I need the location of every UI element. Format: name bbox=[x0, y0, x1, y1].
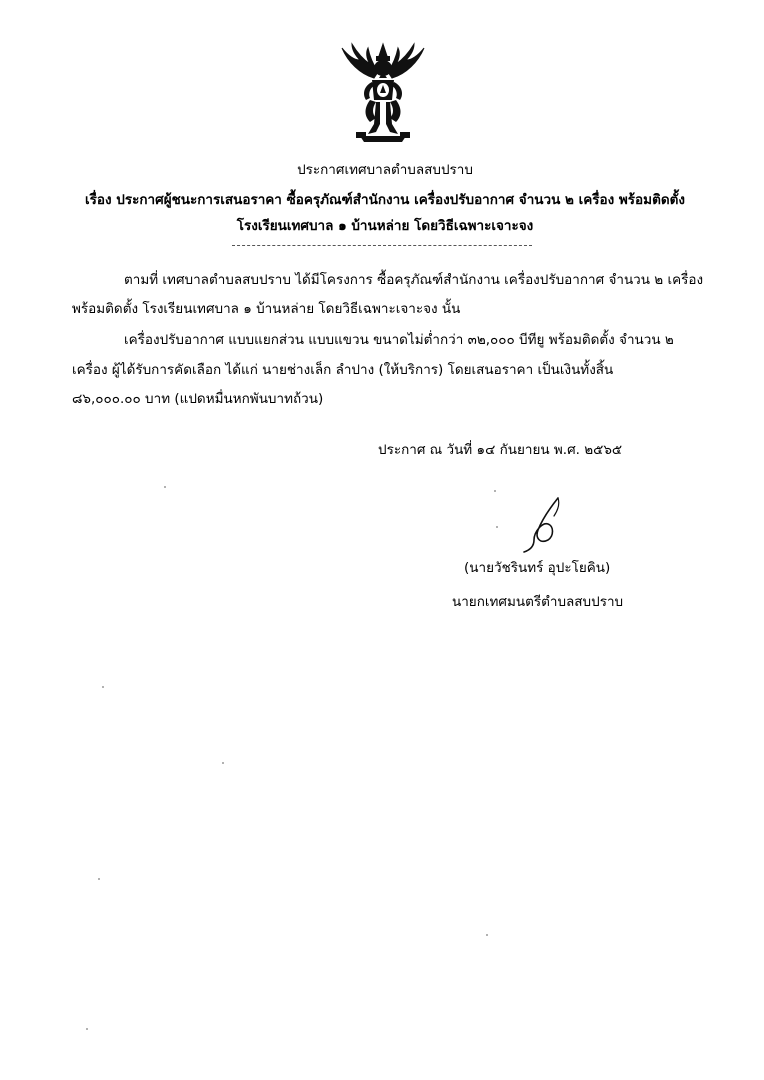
header-divider bbox=[232, 245, 532, 246]
handwritten-signature-icon bbox=[520, 494, 580, 556]
body-paragraph-1-line-1: ตามที่ เทศบาลตำบลสบปราบ ได้มีโครงการ ซื้อครุภัณฑ์สำนักงาน เครื่องปรับอากาศ จำนวน ๒ เครื่อง bbox=[124, 272, 704, 288]
scan-speck bbox=[86, 1028, 88, 1030]
body-paragraph-2-line-3: ๘๖,๐๐๐.๐๐ บาท (แปดหมื่นหกพันบาทถ้วน) bbox=[72, 391, 324, 407]
document-subject-line-2: โรงเรียนเทศบาล ๑ บ้านหล่าย โดยวิธีเฉพาะเจาะจง bbox=[236, 218, 534, 234]
scan-speck bbox=[494, 490, 496, 492]
garuda-emblem-icon bbox=[330, 38, 436, 144]
scan-speck bbox=[98, 878, 100, 880]
body-paragraph-2-line-2: เครื่อง ผู้ได้รับการคัดเลือก ได้แก่ นายช่างเล็ก ลำปาง (ให้บริการ) โดยเสนอราคา เป็นเงินทั้งสิ้น bbox=[72, 362, 614, 378]
document-organization-title: ประกาศเทศบาลตำบลสบปราบ bbox=[297, 162, 473, 178]
announcement-date: ประกาศ ณ วันที่ ๑๔ กันยายน พ.ศ. ๒๕๖๕ bbox=[378, 442, 623, 458]
signer-name: (นายวัชรินทร์ อุปะโยคิน) bbox=[464, 560, 611, 576]
signer-position: นายกเทศมนตรีตำบลสบปราบ bbox=[452, 594, 624, 610]
scan-speck bbox=[496, 526, 498, 528]
scan-speck bbox=[222, 762, 224, 764]
document-subject-line-1: เรื่อง ประกาศผู้ชนะการเสนอราคา ซื้อครุภัณฑ์สำนักงาน เครื่องปรับอากาศ จำนวน ๒ เครื่อง พร้อมติดตั้ง bbox=[85, 192, 685, 208]
body-paragraph-1-line-2: พร้อมติดตั้ง โรงเรียนเทศบาล ๑ บ้านหล่าย โดยวิธีเฉพาะเจาะจง นั้น bbox=[72, 301, 461, 317]
scan-speck bbox=[102, 686, 104, 688]
scan-speck bbox=[486, 934, 488, 936]
scan-speck bbox=[164, 486, 166, 488]
body-paragraph-2-line-1: เครื่องปรับอากาศ แบบแยกส่วน แบบแขวน ขนาดไม่ต่ำกว่า ๓๒,๐๐๐ บีทียู พร้อมติดตั้ง จำนวน ๒ bbox=[124, 332, 674, 348]
